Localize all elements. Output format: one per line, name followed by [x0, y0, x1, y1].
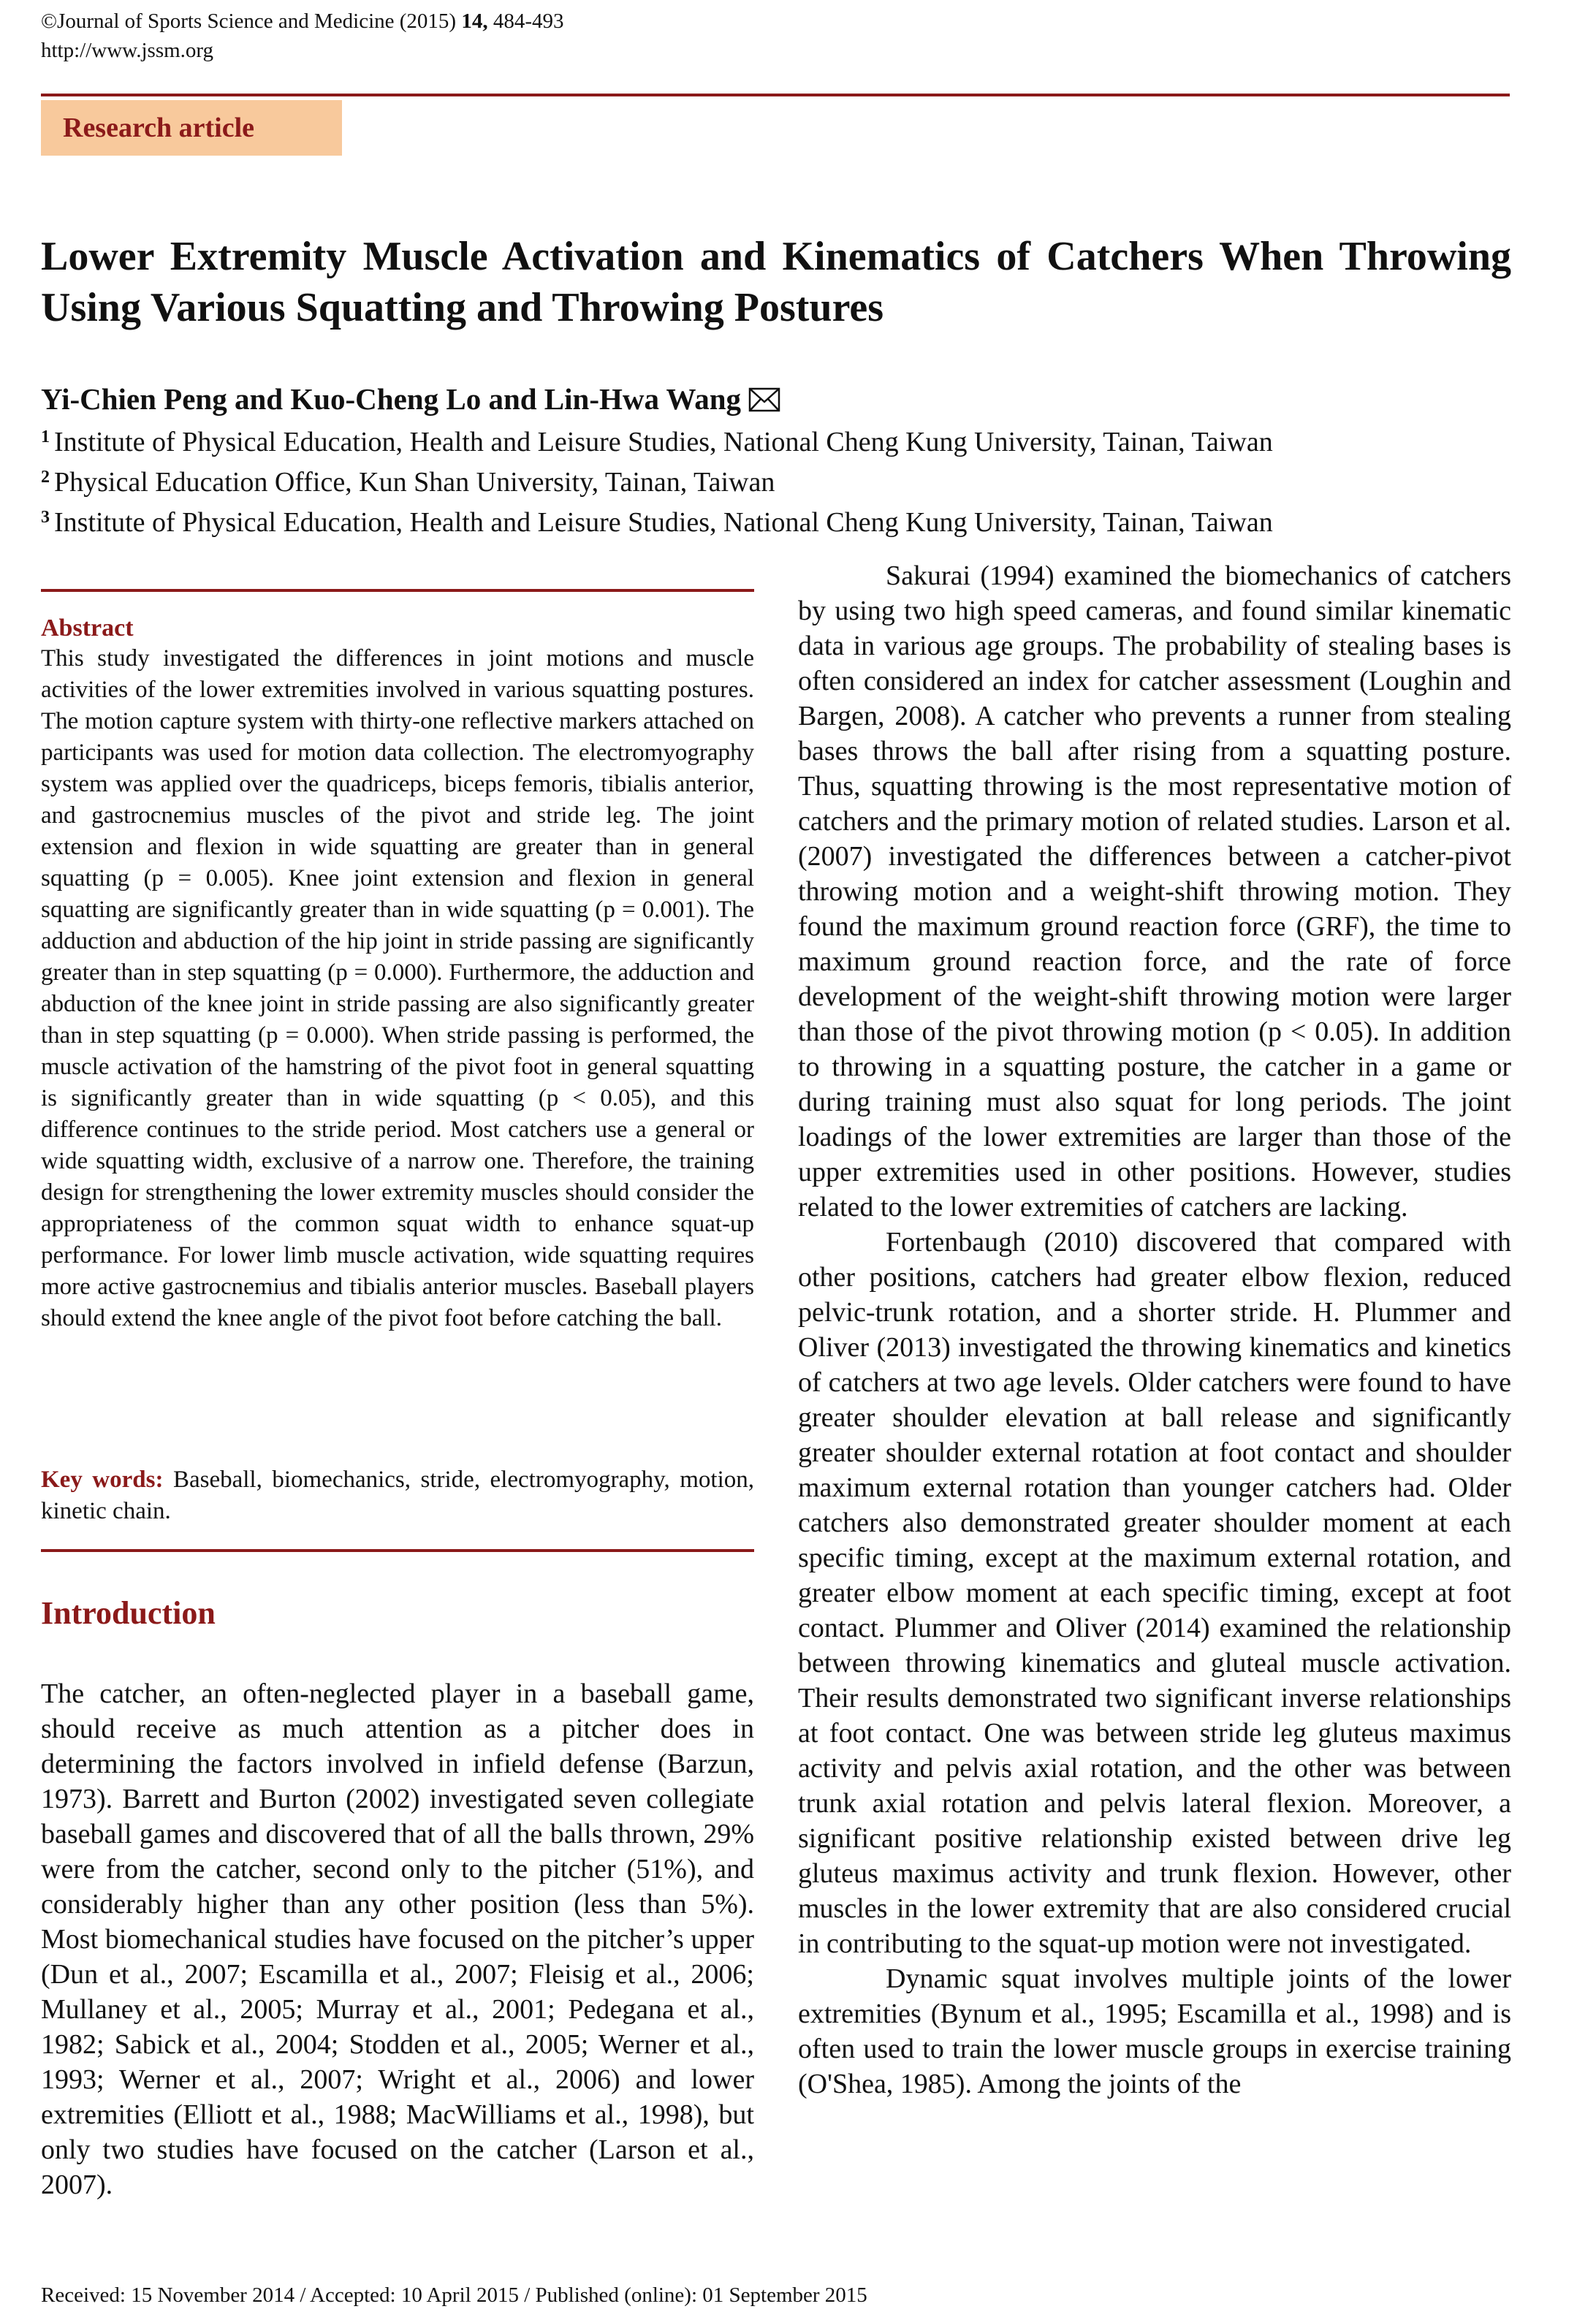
affiliation-number: 2	[41, 468, 50, 487]
envelope-icon[interactable]	[748, 381, 780, 422]
affiliation-list	[41, 419, 1273, 540]
affiliation-text: Institute of Physical Education, Health and Leisure Studies, National Cheng Kung University, Tainan, Taiwan	[54, 507, 1273, 538]
affiliation-number: 1	[41, 427, 50, 446]
keywords-label: Key words:	[41, 1467, 164, 1493]
right-column	[798, 558, 1511, 2102]
article-title: Lower Extremity Muscle Activation and Kinematics of Catchers When Throwing Using Various Squatting and Throwing Postures	[41, 234, 1511, 330]
introduction-text: The catcher, an often-neglected player in a baseball game, should receive as much attention as a pitcher does in determining the factors involved in infield defense (Barzun, 1973). Barrett and Burton (2002) investigated seven collegiate baseball games and discovered that of all the balls thrown, 29% were from the catcher, second only to the pitcher (51%), and considerably higher than any other position (less than 5%). Most biomechanical studies have focused on the pitcher’s upper (Dun et al., 2007; Escamilla et al., 2007; Fleisig et al., 2006; Mullaney et al., 2005; Murray et al., 2001; Pedegana et al., 1982; Sabick et al., 2004; Stodden et al., 2005; Werner et al., 1993; Werner et al., 2007; Wright et al., 2006) and lower extremities (Elliott et al., 1988; MacWilliams et al., 1998), but only two studies have focused on the catcher (Larson et al., 2007).	[41, 1678, 754, 2200]
keywords-text: Baseball, biomechanics, stride, electromyography, motion, kinetic chain.	[41, 1467, 754, 1524]
article-type-label: Research article	[41, 100, 342, 156]
journal-prefix: ©Journal of Sports Science and Medicine (2015)	[41, 9, 462, 33]
affiliation-item	[41, 460, 1273, 500]
affiliation-number: 3	[41, 508, 50, 527]
journal-volume: 14,	[461, 9, 488, 33]
abstract-top-rule	[41, 589, 754, 592]
paragraph: Sakurai (1994) examined the biomechanics of catchers by using two high speed cameras, and found similar kinematic data in various age groups. The probability of stealing bases is often considered an index for catcher assessment (Loughin and Bargen, 2008). A catcher who prevents a runner from stealing bases throws the ball after rising from a squatting posture. Thus, squatting throwing is the most representative motion of catchers and the primary motion of related studies. Larson et al. (2007) investigated the differences between a catcher-pivot throwing motion and a weight-shift throwing motion. They found the maximum ground reaction force (GRF), the time to maximum ground reaction force, and the rate of force development of the weight-shift throwing motion were larger than those of the pivot throwing motion (p < 0.05). In addition to throwing in a squatting posture, the catcher in a game or during training must also squat for long periods. The joint loadings of the lower extremities are larger than those of the upper extremities used in other positions. However, studies related to the lower extremities of catchers are lacking.	[798, 560, 1511, 1222]
header-rule	[41, 94, 1510, 96]
keywords	[41, 1464, 754, 1527]
paragraph: Fortenbaugh (2010) discovered that compared with other positions, catchers had greater elbow flexion, reduced pelvic-trunk rotation, and a shorter stride. H. Plummer and Oliver (2013) investigated the throwing kinematics and kinetics of catchers at two age levels. Older catchers were found to have greater shoulder elevation at ball release and significantly greater shoulder external rotation at foot contact and shoulder maximum external rotation than younger catchers had. Older catchers also demonstrated greater shoulder moment at each specific timing, except at the maximum external rotation, and greater elbow moment at each specific timing, except at foot contact. Plummer and Oliver (2014) examined the relationship between throwing kinematics and gluteal muscle activation. Their results demonstrated two significant inverse relationships at foot contact. One was between stride leg gluteus maximus activity and pelvis axial rotation, and the other was between trunk axial rotation and pelvis lateral flexion. Moreover, a significant positive relationship existed between drive leg gluteus maximus activity and trunk flexion. However, other muscles in the lower extremity that are also considered crucial in contributing to the squat-up motion were not investigated.	[798, 1227, 1511, 1959]
author-list	[41, 379, 780, 422]
abstract-bottom-rule	[41, 1549, 754, 1552]
publication-dates: Received: 15 November 2014 / Accepted: 10 April 2015 / Published (online): 01 September 2015	[41, 2283, 867, 2307]
affiliation-item	[41, 500, 1273, 540]
affiliation-text: Institute of Physical Education, Health and Leisure Studies, National Cheng Kung University, Tainan, Taiwan	[54, 427, 1273, 457]
abstract-heading: Abstract	[41, 615, 134, 642]
author-names: Yi-Chien Peng and Kuo-Cheng Lo and Lin-Hwa Wang	[41, 382, 742, 416]
affiliation-text: Physical Education Office, Kun Shan University, Tainan, Taiwan	[54, 467, 775, 498]
abstract-text: This study investigated the differences in joint motions and muscle activities of the lower extremities involved in various squatting postures. The motion capture system with thirty-one reflective markers attached on participants was used for motion data collection. The electromyography system was applied over the quadriceps, biceps femoris, tibialis anterior, and gastrocnemius muscles of the pivot and stride leg. The joint extension and flexion in wide squatting are greater than in general squatting (p = 0.005). Knee joint extension and flexion in general squatting are significantly greater than in wide squatting (p = 0.001). The adduction and abduction of the hip joint in stride passing are significantly greater than in step squatting (p = 0.000). Furthermore, the adduction and abduction of the knee joint in stride passing are also significantly greater than in step squatting (p = 0.000). When stride passing is performed, the muscle activation of the hamstring of the pivot foot in general squatting is significantly greater than in wide squatting (p < 0.05), and this difference continues to the stride period. Most catchers use a general or wide squatting width, exclusive of a narrow one. Therefore, the training design for strengthening the lower extremity muscles should consider the appropriateness of the common squat width to enhance squat-up performance. For lower limb muscle activation, wide squatting requires more active gastrocnemius and tibialis anterior muscles. Baseball players should extend the knee angle of the pivot foot before catching the ball.	[41, 645, 754, 1331]
paragraph: Dynamic squat involves multiple joints of the lower extremities (Bynum et al., 1995; Escamilla et al., 1998) and is often used to train the lower muscle groups in exercise training (O'Shea, 1985). Among the joints of the	[798, 1963, 1511, 2099]
affiliation-item	[41, 419, 1273, 460]
journal-citation	[41, 7, 564, 35]
journal-url[interactable]: http://www.jssm.org	[41, 39, 214, 62]
journal-pages: 484-493	[487, 9, 564, 33]
introduction-heading: Introduction	[41, 1595, 216, 1631]
